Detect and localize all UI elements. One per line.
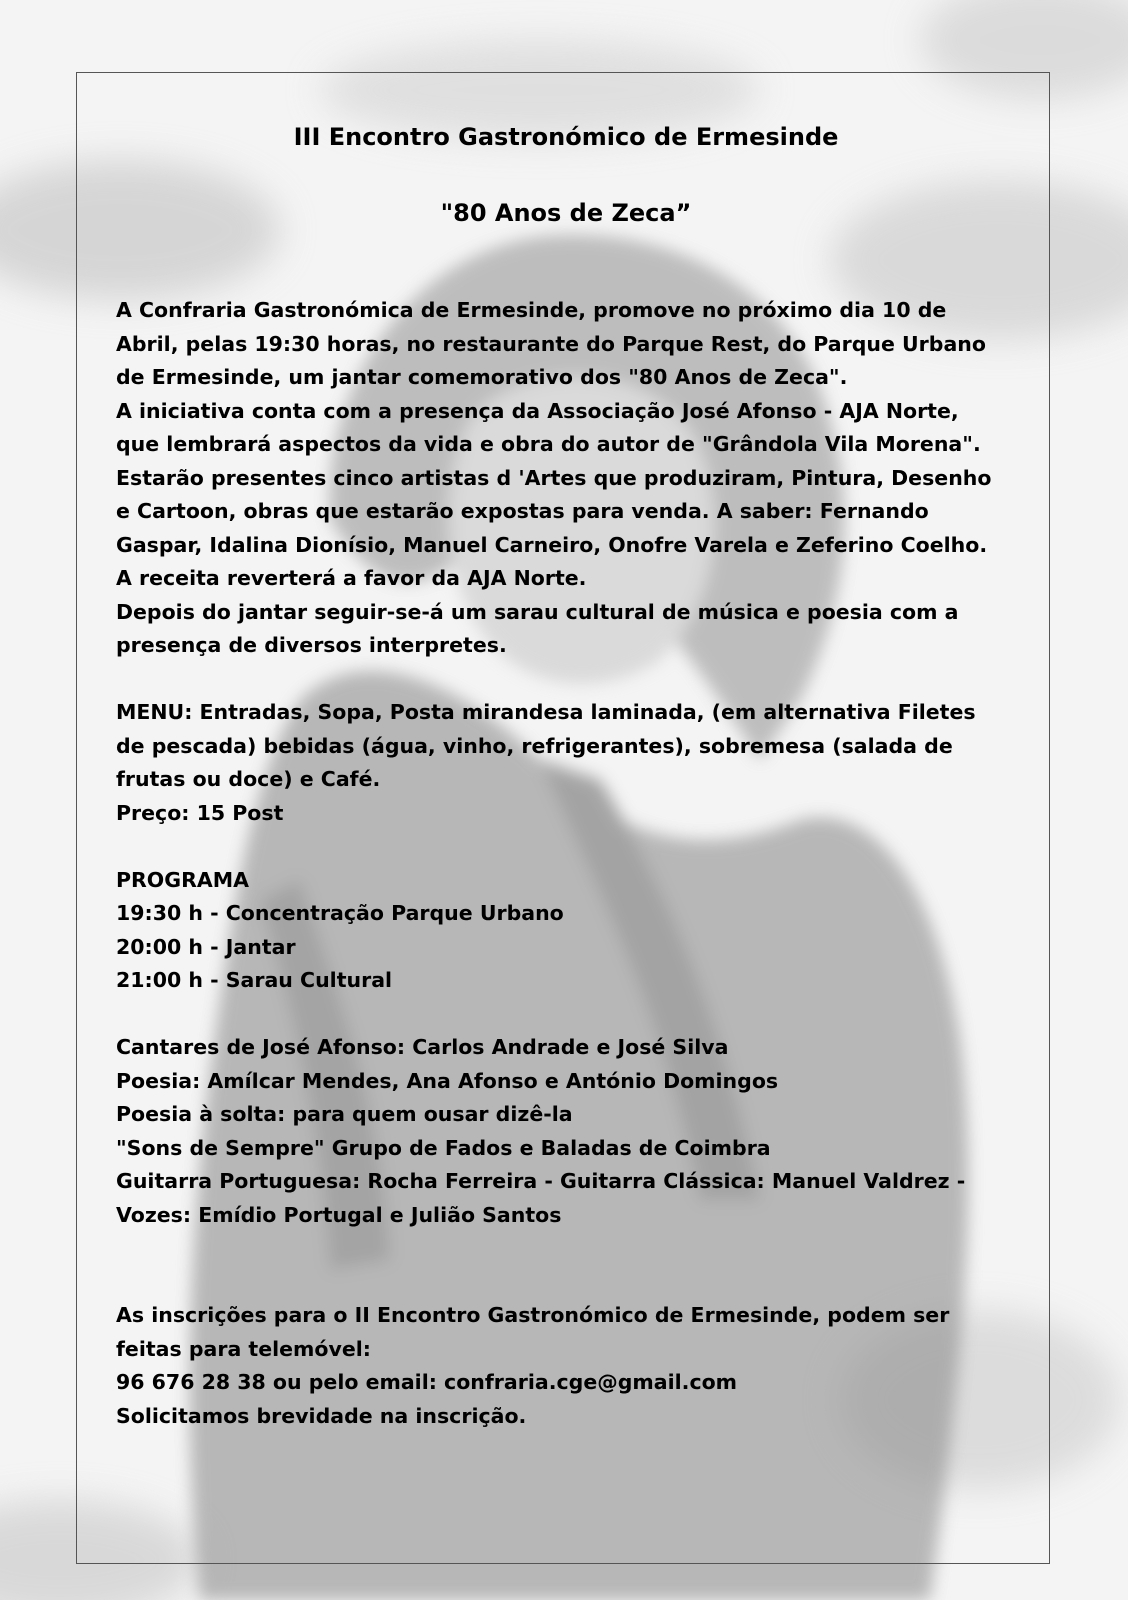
performer-line: Guitarra Portuguesa: Rocha Ferreira - Guitarra Clássica: Manuel Valdrez - [116,1169,966,1193]
intro-section [116,294,1016,663]
programa-item: 20:00 h - Jantar [116,934,296,959]
price-line: Preço: 15 Post [116,800,284,825]
page-subtitle: "80 Anos de Zeca” [440,199,692,227]
registration-line: feitas para telemóvel: [116,1336,371,1361]
intro-line: Gaspar, Idalina Dionísio, Manuel Carneiro, Onofre Varela e Zeferino Coelho. [116,532,988,557]
intro-line: Abril, pelas 19:30 horas, no restaurante do Parque Rest, do Parque Urbano [116,331,986,356]
performer-line: Cantares de José Afonso: Carlos Andrade e José Silva [116,1035,729,1059]
contact-line: 96 676 28 38 ou pelo email: confraria.cge@gmail.com [116,1370,738,1394]
menu-line: de pescada) bebidas (água, vinho, refrigerantes), sobremesa (salada de [116,733,953,758]
intro-line: Depois do jantar seguir-se-á um sarau cultural de música e poesia com a [116,599,959,624]
menu-line: MENU: Entradas, Sopa, Posta mirandesa laminada, (em alternativa Filetes [116,700,976,724]
intro-line: presença de diversos interpretes. [116,633,507,657]
performers-section [116,1031,1016,1232]
intro-line: de Ermesinde, um jantar comemorativo dos "80 Anos de Zeca". [116,365,848,389]
flyer-content [116,112,1016,1433]
registration-section [116,1299,1016,1433]
menu-line: frutas ou doce) e Café. [116,767,381,791]
intro-line: Estarão presentes cinco artistas d 'Artes que produziram, Pintura, Desenho [116,465,992,490]
intro-line: A Confraria Gastronómica de Ermesinde, promove no próximo dia 10 de [116,298,947,322]
intro-line: A receita reverterá a favor da AJA Norte. [116,566,587,590]
intro-line: A iniciativa conta com a presença da Associação José Afonso - AJA Norte, [116,398,959,423]
programa-item: 19:30 h - Concentração Parque Urbano [116,901,564,925]
performer-line: Vozes: Emídio Portugal e Julião Santos [116,1202,562,1227]
programa-heading: PROGRAMA [116,867,249,892]
performer-line: Poesia à solta: para quem ousar dizê-la [116,1102,573,1126]
performer-line: Poesia: Amílcar Mendes, Ana Afonso e António Domingos [116,1068,779,1093]
page-title: III Encontro Gastronómico de Ermesinde [293,123,839,151]
intro-line: que lembrará aspectos da vida e obra do autor de "Grândola Vila Morena". [116,432,981,456]
performer-line: "Sons de Sempre" Grupo de Fados e Baladas de Coimbra [116,1135,771,1160]
programa-item: 21:00 h - Sarau Cultural [116,968,393,992]
registration-line: Solicitamos brevidade na inscrição. [116,1403,527,1428]
intro-line: e Cartoon, obras que estarão expostas para venda. A saber: Fernando [116,499,929,523]
registration-line: As inscrições para o II Encontro Gastronómico de Ermesinde, podem ser [116,1303,950,1327]
menu-section [116,696,1016,830]
programa-section [116,864,1016,998]
